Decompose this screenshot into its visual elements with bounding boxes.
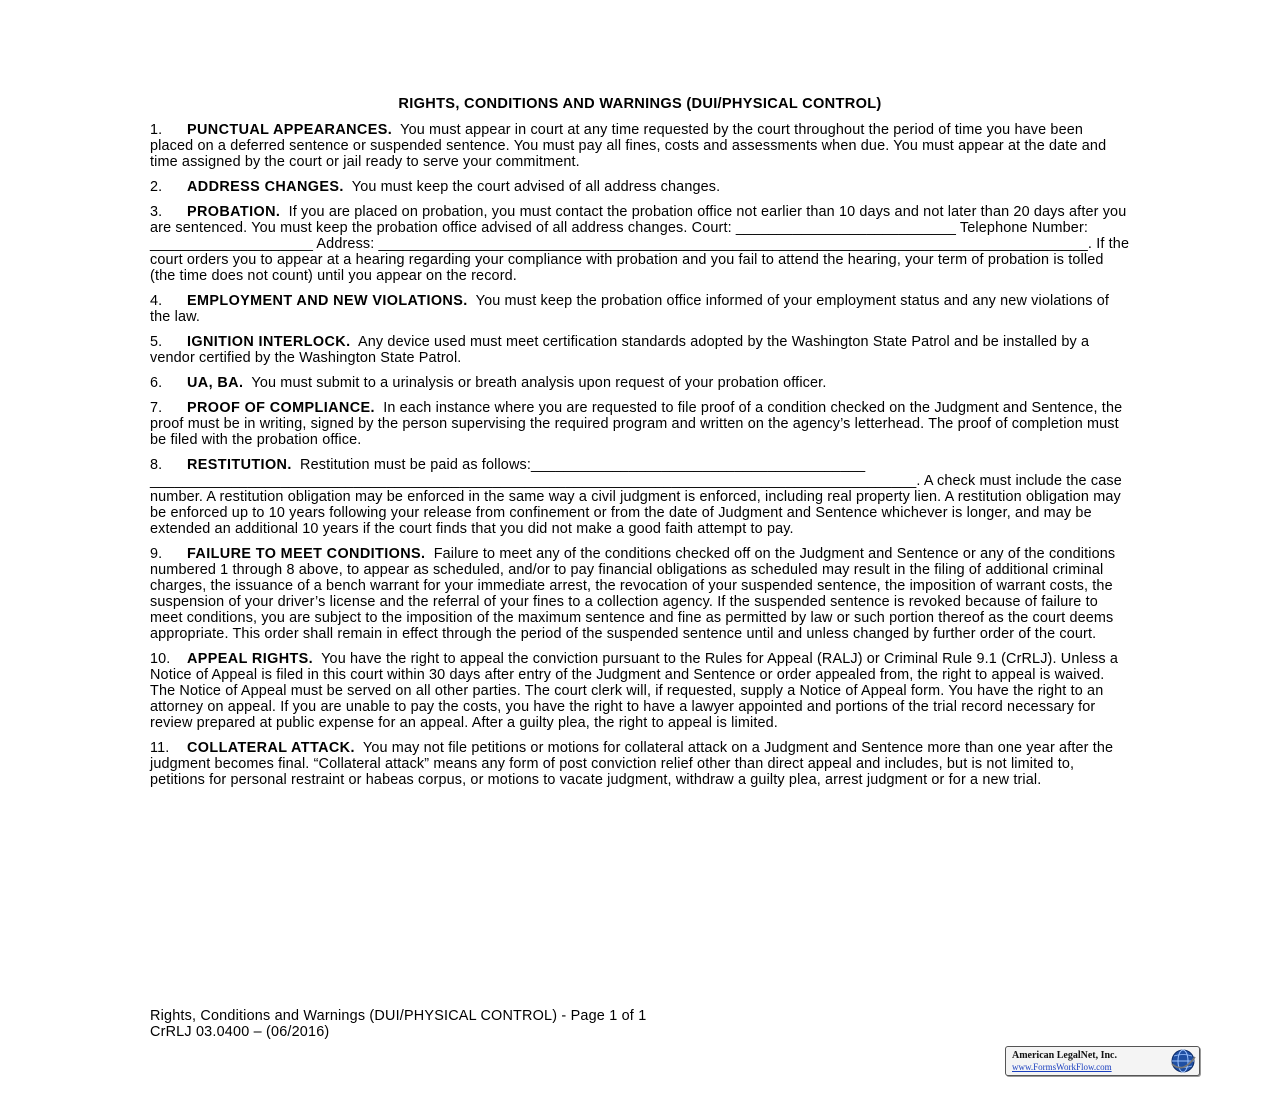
section-6: [150, 375, 1130, 391]
section-number: 9.: [150, 546, 163, 562]
document-footer: [150, 1008, 646, 1040]
section-2: [150, 179, 1130, 195]
section-body: In each instance where you are requested to file proof of a condition checked on the Judgment and Sentence, the proof must be in writing, signed by the person supervising the required program and written on the agency’s letterhead. The proof of completion must be filed with the probation office.: [150, 400, 1123, 448]
brand-badge[interactable]: [1005, 1046, 1200, 1076]
section-heading: PUNCTUAL APPEARANCES.: [187, 122, 393, 138]
globe-icon: [1170, 1048, 1196, 1074]
section-3: [150, 204, 1130, 284]
section-body: Restitution must be paid as follows:_________________________________________ ______________________________________________________________________________________________. A check must include the case number. A restitution obligation may be enforced in the same way a civil judgment is enforced, including real property lien. A restitution obligation may be enforced up to 10 years following your release from confinement or from the date of Judgment and Sentence whichever is longer, and may be extended an additional 10 years if the court finds that you did not make a good faith attempt to pay.: [150, 457, 1122, 537]
section-9: [150, 546, 1130, 642]
section-body: If you are placed on probation, you must contact the probation office not earlier than 10 days and not later than 20 days after you are sentenced. You must keep the probation office advised of all address changes. Court: ___________________________ Telephone Number: ____________________ Address: _______________________________________________________________________________________. If the court orders you to appear at a hearing regarding your compliance with probation and you fail to attend the hearing, your term of probation is tolled (the time does not count) until you appear on the record.: [150, 204, 1130, 284]
section-7: [150, 400, 1130, 448]
section-body: You must keep the probation office informed of your employment status and any new violations of the law.: [150, 293, 1110, 325]
section-number: 10.: [150, 651, 171, 667]
footer-title: Rights, Conditions and Warnings (DUI/PHYSICAL CONTROL) - Page 1 of 1: [150, 1008, 647, 1024]
section-body: You have the right to appeal the conviction pursuant to the Rules for Appeal (RALJ) or Criminal Rule 9.1 (CrRLJ). Unless a Notice of Appeal is filed in this court within 30 days after entry of the Judgment and Sentence or order appealed from, the right to appeal is waived. The Notice of Appeal must be served on all other parties. The court clerk will, if requested, supply a Notice of Appeal form. You have the right to an attorney on appeal. If you are unable to pay the costs, you have the right to have a lawyer appointed and portions of the trial record necessary for review prepared at public expense for an appeal. After a guilty plea, the right to appeal is limited.: [150, 651, 1118, 731]
section-body: Any device used must meet certification standards adopted by the Washington State Patrol and be installed by a vendor certified by the Washington State Patrol.: [150, 334, 1090, 366]
brand-url[interactable]: www.FormsWorkFlow.com: [1012, 1062, 1112, 1072]
section-number: 4.: [150, 293, 163, 309]
section-body: You may not file petitions or motions for collateral attack on a Judgment and Sentence more than one year after the judgment becomes final. “Collateral attack” means any form of post conviction relief other than direct appeal and includes, but is not limited to, petitions for personal restraint or habeas corpus, or motions to vacate judgment, withdraw a guilty plea, arrest judgment or for a new trial.: [150, 740, 1114, 788]
section-number: 8.: [150, 457, 163, 473]
section-8: [150, 457, 1130, 537]
section-10: [150, 651, 1130, 731]
section-number: 3.: [150, 204, 163, 220]
section-heading: ADDRESS CHANGES.: [187, 179, 344, 195]
section-number: 11.: [150, 740, 170, 756]
section-heading: PROBATION.: [187, 204, 281, 220]
section-body: You must submit to a urinalysis or breath analysis upon request of your probation officer.: [251, 375, 827, 391]
brand-name: American LegalNet, Inc.: [1012, 1050, 1117, 1061]
section-heading: COLLATERAL ATTACK.: [187, 740, 355, 756]
section-body: You must appear in court at any time requested by the court throughout the period of time you have been placed on a deferred sentence or suspended sentence. You must pay all fines, costs and assessments when due. You must appear at the date and time assigned by the court or jail ready to serve your commitment.: [150, 122, 1107, 170]
section-heading: APPEAL RIGHTS.: [187, 651, 314, 667]
document-page: [150, 96, 1130, 797]
section-number: 5.: [150, 334, 163, 350]
document-title: RIGHTS, CONDITIONS AND WARNINGS (DUI/PHYSICAL CONTROL): [398, 96, 882, 112]
section-body: Failure to meet any of the conditions checked off on the Judgment and Sentence or any of the conditions numbered 1 through 8 above, to appear as scheduled, and/or to pay financial obligations as scheduled may result in the filing of additional criminal charges, the issuance of a bench warrant for your immediate arrest, the revocation of your suspended sentence, the imposition of warrant costs, the suspension of your driver’s license and the referral of your fines to a collection agency. If the suspended sentence is revoked because of failure to meet conditions, you are subject to the imposition of the maximum sentence and fine as permitted by law or such portion thereof as the court deems appropriate. This order shall remain in effect through the period of the suspended sentence until and unless changed by further order of the court.: [150, 546, 1116, 642]
section-1: [150, 122, 1130, 170]
section-body: You must keep the court advised of all address changes.: [351, 179, 721, 195]
footer-form-code: CrRLJ 03.0400 – (06/2016): [150, 1024, 330, 1040]
section-heading: IGNITION INTERLOCK.: [187, 334, 351, 350]
section-number: 6.: [150, 375, 163, 391]
section-number: 1.: [150, 122, 163, 138]
section-5: [150, 334, 1130, 366]
section-heading: EMPLOYMENT AND NEW VIOLATIONS.: [187, 293, 468, 309]
section-heading: FAILURE TO MEET CONDITIONS.: [187, 546, 426, 562]
section-11: [150, 740, 1130, 788]
section-heading: UA, BA.: [187, 375, 244, 391]
section-heading: PROOF OF COMPLIANCE.: [187, 400, 375, 416]
section-4: [150, 293, 1130, 325]
section-number: 7.: [150, 400, 163, 416]
section-heading: RESTITUTION.: [187, 457, 292, 473]
section-number: 2.: [150, 179, 163, 195]
